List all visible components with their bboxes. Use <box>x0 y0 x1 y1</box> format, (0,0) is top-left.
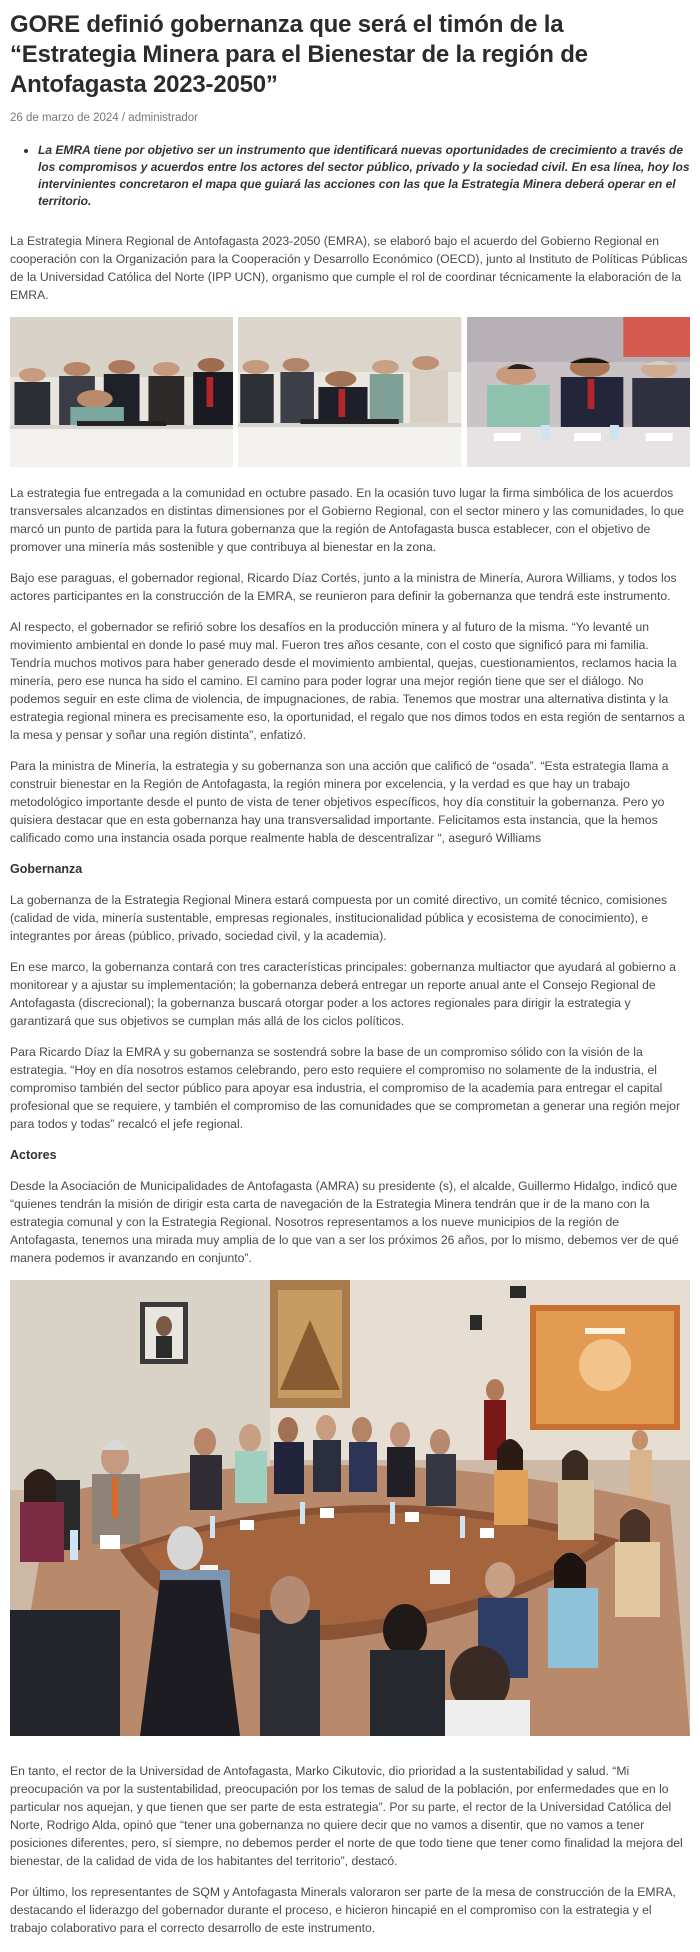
gallery-photo-signing-2[interactable] <box>238 317 461 467</box>
paragraph-1: La Estrategia Minera Regional de Antofagasta 2023-2050 (EMRA), se elaboró bajo el acuerdo del Gobierno Regional en cooperación con la Organización para la Cooperación y Desarrollo Económico (OECD), junto al Instituto de Políticas Públicas de la Universidad Católica del Norte (IPP UCN), organismo que cumple el rol de coordinar técnicamente la elaboración de la EMRA. <box>10 234 688 302</box>
paragraph-4: Al respecto, el gobernador se refirió sobre los desafíos en la producción minera y al futuro de la misma. “Yo levanté un movimiento ambiental en donde lo pasé muy mal. Fueron tres años cesante, con el costo que significó para mi familia. Tendría muchos motivos para haber generado desde el movimiento ambiental, quejas, cuestionamientos, reclamos hacia la minería, pero ese nunca ha sido el camino. El camino para poder lograr una mejor región tiene que ser el diálogo. No podemos seguir en este clima de violencia, de impugnaciones, de rabia. Tenemos que mostrar una alternativa distinta y la estrategia regional minera es precisamente eso, la oportunidad, el regalo que nos dimos todos en esta región de sentarnos a la mesa y pensar y soñar una región distinta”, enfatizó. <box>10 620 685 742</box>
paragraph-3: Bajo ese paraguas, el gobernador regional, Ricardo Díaz Cortés, junto a la ministra de Minería, Aurora Williams, y todos los actores participantes en la construcción de la EMRA, se reunieron para definir la gobernanza que tendrá este instrumento. <box>10 571 677 603</box>
paragraph-8: Para Ricardo Díaz la EMRA y su gobernanza se sostendrá sobre la base de un compromiso sólido con la visión de la estrategia. “Hoy en día nosotros estamos celebrando, pero esto requiere el compromiso no solamente de la industria, el compromiso también del sector público para apoyar esa industria, el compromiso de la academia para entregar el capital profesional que se requiere, y también el compromiso de las comunidades que se comprometan a generar una región mejor para todos y todas” recalcó el jefe regional. <box>10 1045 681 1131</box>
meeting-photo-graphic <box>10 1280 690 1736</box>
paragraph-2: La estrategia fue entregada a la comunidad en octubre pasado. En la ocasión tuvo lugar la firma simbólica de los acuerdos transversales alcanzados en distintas dimensiones por el Gobierno Regional, con el sector minero y las comunidades, lo que marcó un punto de partida para la futura gobernanza que la región de Antofagasta busca establecer, con el objetivo de promover una minería más sostenible y que contribuya al bienestar en la zona. <box>10 486 685 554</box>
signing-photo-1-graphic <box>10 317 233 467</box>
paragraph-10: En tanto, el rector de la Universidad de Antofagasta, Marko Cikutovic, dio prioridad a la sustentabilidad y salud. “Mi preocupación va por la sustentabilidad, preocupación por los temas de salud de la población, por enfermedades que en lo particular nos aquejan, y que tienen que ser parte de esta estrategia”. Por su parte, el rector de la Universidad Católica del Norte, Rodrigo Alda, opinó que “tener una gobernanza no quiere decir que no vamos a disentir, que no vamos a tener posiciones diferentes, pero, sí siempre, no debemos perder el norte de que todo tiene que tener como finalidad la mejora del bienestar, de la calidad de vida de los habitantes del territorio”, destacó. <box>10 1764 683 1868</box>
section-heading-actores: Actores <box>10 1148 57 1162</box>
panel-photo-graphic <box>467 317 690 467</box>
post-meta <box>10 112 690 124</box>
section-heading-gobernanza: Gobernanza <box>10 862 83 876</box>
page-title: GORE definió gobernanza que será el timón de la “Estrategia Minera para el Bienestar de la región de Antofagasta 2023-2050” <box>10 11 588 98</box>
paragraph-9: Desde la Asociación de Municipalidades de Antofagasta (AMRA) su presidente (s), el alcalde, Guillermo Hidalgo, indicó que “quienes tendrán la misión de dirigir esta carta de navegación de la Estrategia Minera tendrán que ir de la mano con la estrategia comunal y con la Estrategia Regional. Nosotros representamos a los nueve municipios de la región de Antofagasta, tenemos una mirada muy amplia de lo que van a ser los próximos 26 años, por lo mismo, debemos ver de qué manera podemos ir avanzando en conjunto”. <box>10 1179 679 1265</box>
post-date: 26 de marzo de 2024 <box>10 112 119 124</box>
paragraph-7: En ese marco, la gobernanza contará con tres características principales: gobernanza multiactor que ayudará al gobierno a monitorear y a ajustar su implementación; la gobernanza deberá entregar un reporte anual ante el Consejo Regional de Antofagasta (discrecional); la gobernanza buscará otorgar poder a los actores regionales para dirigir la estrategia y garantizará que sus objetivos se cumplan más allá de los ciclos políticos. <box>10 960 676 1028</box>
meta-separator: / <box>118 112 129 124</box>
lead-text: • La EMRA tiene por objetivo ser un instrumento que identificará nuevas oportunidades de crecimiento a través de los compromisos y acuerdos entre los actores del sector público, privado y la sociedad civil. En esa línea, hoy los intervinientes concretaron el mapa que guiará las acciones con las que la Estrategia Minera deberá operar en el territorio. <box>38 142 690 210</box>
paragraph-11: Por último, los representantes de SQM y Antofagasta Minerals valoraron ser parte de la mesa de construcción de la EMRA, destacando el liderazgo del gobernador durante el proceso, e hicieron hincapié en el compromiso con la estrategia y el trabajo colaborativo para el correcto desarrollo de este instrumento. <box>10 1885 676 1935</box>
gallery-photo-panel[interactable] <box>467 317 690 467</box>
meeting-photo[interactable] <box>10 1280 690 1736</box>
photo-gallery <box>10 317 690 467</box>
signing-photo-2-graphic <box>238 317 461 467</box>
lead-summary <box>10 142 690 210</box>
gallery-photo-signing-1[interactable] <box>10 317 233 467</box>
author-link[interactable]: administrador <box>128 112 198 124</box>
paragraph-6: La gobernanza de la Estrategia Regional Minera estará compuesta por un comité directivo, un comité técnico, comisiones (calidad de vida, minería sustentable, empresas regionales, institucionalidad pública y ecosistema de conocimiento), e integrantes por áreas (público, privado, sociedad civil, y la academia). <box>10 893 668 943</box>
paragraph-5: Para la ministra de Minería, la estrategia y su gobernanza son una acción que calificó de “osada”. “Esta estrategia llama a construir bienestar en la Región de Antofagasta, la región minera por excelencia, y la verdad es que hay un trabajo metodológico importante desde el punto de vista de tener objetivos específicos, hoy día constituir la gobernanza. Pero yo quisiera destacar que en esta gobernanza hay una transversalidad importante. Felicitamos esta instancia, que la hemos calificado como una instancia osada porque realmente habla de descentralizar “, aseguró Williams <box>10 759 669 845</box>
